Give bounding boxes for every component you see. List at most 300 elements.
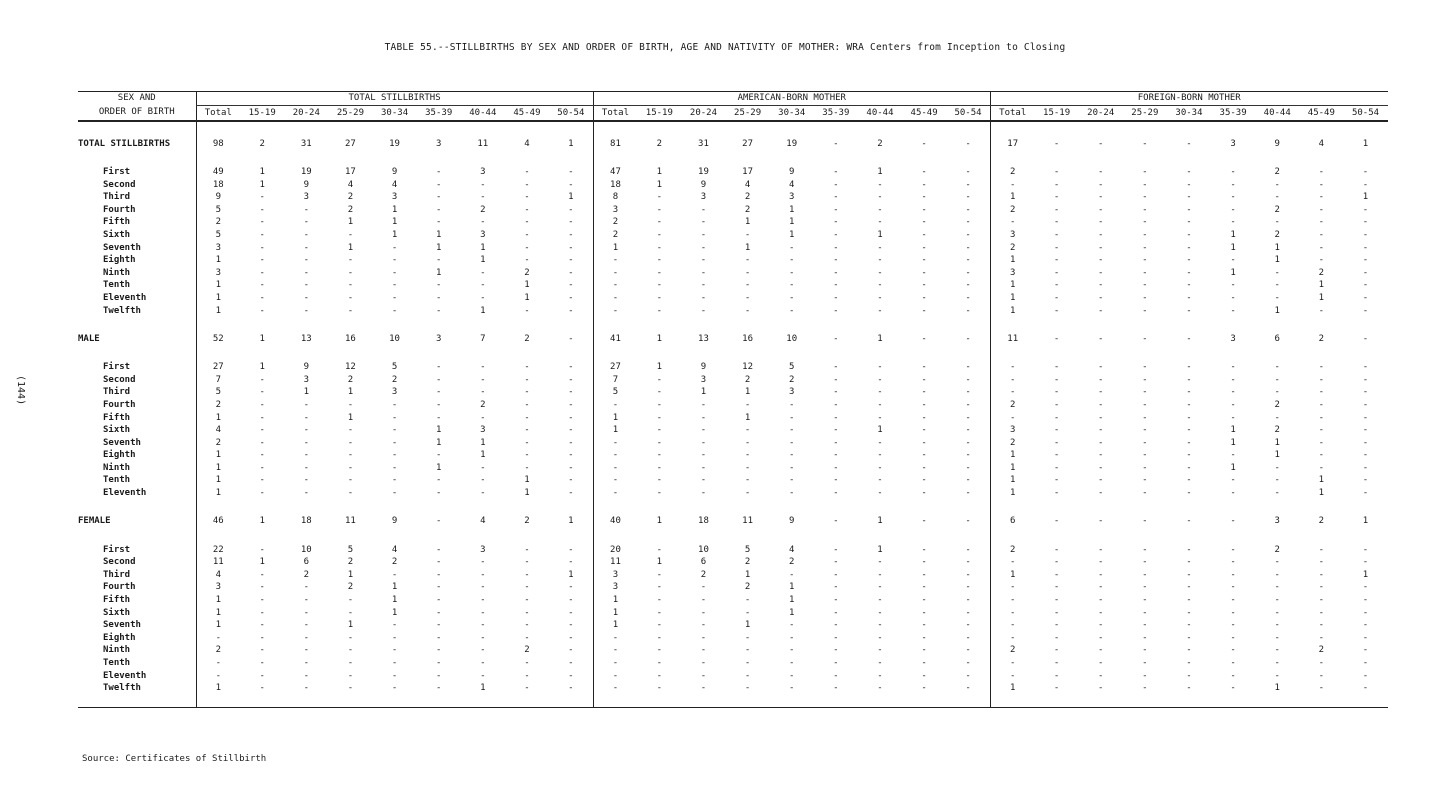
data-cell: -: [656, 229, 663, 240]
data-cell: -: [347, 658, 354, 668]
data-cell: -: [524, 569, 530, 580]
data-cell: 1: [656, 362, 663, 373]
data-cell: -: [656, 632, 663, 643]
data-cell: -: [1274, 569, 1280, 580]
spacer-cell: [593, 154, 637, 166]
data-cell: -: [1274, 267, 1280, 278]
spacer-cell: [593, 317, 637, 329]
spacer-cell: [549, 500, 593, 512]
data-cell: -: [744, 280, 751, 291]
birth-order-label: Third: [103, 569, 131, 580]
data-cell: -: [1142, 399, 1148, 410]
data-cell: -: [480, 217, 486, 228]
data-cell: 1: [789, 217, 795, 228]
data-cell: -: [965, 412, 971, 423]
data-cell: -: [1274, 670, 1280, 681]
spacer-cell: [461, 121, 505, 134]
data-cell: -: [259, 488, 265, 499]
section-total-cell: 27: [345, 138, 356, 149]
spacer-cell: [637, 500, 681, 512]
data-cell: 4: [347, 179, 354, 190]
data-cell: -: [990, 619, 1034, 632]
data-cell: -: [1186, 582, 1192, 593]
data-cell: -: [435, 179, 442, 190]
data-cell: -: [1362, 204, 1369, 215]
data-cell: 1: [990, 682, 1034, 695]
data-cell: -: [435, 557, 442, 568]
data-cell: -: [391, 683, 398, 694]
spacer-cell: [240, 695, 284, 708]
data-cell: -: [1142, 305, 1148, 316]
data-cell: 1: [700, 387, 707, 398]
data-cell: -: [700, 255, 707, 266]
data-cell: -: [700, 399, 707, 410]
data-cell: -: [568, 167, 574, 177]
spacer-cell: [1167, 695, 1211, 708]
data-cell: 1: [593, 424, 637, 437]
data-cell: -: [1186, 305, 1192, 316]
spacer-cell: [1123, 349, 1167, 361]
data-cell: 1: [789, 582, 795, 593]
data-cell: -: [833, 387, 839, 398]
data-cell: 2: [593, 229, 637, 242]
data-cell: -: [259, 607, 265, 618]
data-cell: 5: [196, 204, 240, 217]
data-cell: -: [1186, 280, 1192, 291]
birth-order-label: Second: [103, 374, 136, 385]
spacer-cell: [902, 532, 946, 544]
table-row: [78, 449, 1388, 462]
spacer-cell: [770, 500, 814, 512]
data-cell: -: [303, 305, 310, 316]
table-row: [78, 594, 1388, 607]
spacer-cell: [858, 317, 902, 329]
data-cell: -: [524, 632, 530, 643]
data-cell: -: [921, 569, 927, 580]
spacer-cell: [505, 154, 549, 166]
data-cell: -: [1186, 475, 1192, 486]
age-column-header: 25-29: [726, 106, 770, 122]
data-cell: 3: [391, 192, 398, 203]
data-cell: 1: [789, 595, 795, 606]
data-cell: -: [1142, 242, 1148, 253]
section-total-cell: 13: [300, 333, 312, 344]
data-cell: 1: [347, 242, 354, 253]
section-total-cell: -: [921, 516, 927, 527]
section-total-cell: 11: [742, 516, 754, 527]
data-cell: -: [877, 399, 883, 410]
spacer-cell: [78, 121, 196, 134]
data-cell: 1: [656, 167, 663, 177]
data-cell: -: [435, 280, 442, 291]
spacer-cell: [681, 695, 725, 708]
data-cell: -: [1097, 229, 1104, 240]
spacer-cell: [417, 695, 461, 708]
data-cell: -: [480, 557, 486, 568]
data-cell: -: [700, 229, 707, 240]
spacer-cell: [284, 317, 328, 329]
data-cell: -: [1142, 462, 1148, 473]
spacer-cell: [1299, 532, 1343, 544]
data-cell: 1: [1318, 292, 1325, 303]
data-cell: -: [568, 412, 574, 423]
data-cell: -: [1097, 192, 1104, 203]
spacer-cell: [1343, 154, 1387, 166]
table-row: [78, 292, 1388, 305]
data-cell: -: [1186, 255, 1192, 266]
data-cell: -: [1362, 412, 1369, 423]
data-cell: 2: [1274, 167, 1280, 177]
data-cell: -: [435, 450, 442, 461]
spacer-cell: [681, 500, 725, 512]
data-cell: -: [480, 462, 486, 473]
spacer-cell: [770, 349, 814, 361]
data-cell: -: [347, 683, 354, 694]
data-cell: -: [1186, 658, 1192, 668]
spacer-cell: [196, 500, 240, 512]
spacer-cell: [1167, 349, 1211, 361]
data-cell: -: [921, 425, 927, 436]
data-cell: 12: [345, 362, 356, 373]
data-cell: -: [1318, 670, 1325, 681]
spacer-cell: [284, 695, 328, 708]
data-cell: -: [990, 412, 1034, 425]
spacer-cell: [1079, 154, 1123, 166]
data-cell: 2: [1274, 425, 1280, 436]
data-cell: -: [1230, 557, 1236, 568]
data-cell: 2: [196, 644, 240, 657]
spacer-cell: [78, 532, 196, 544]
data-cell: -: [1274, 582, 1280, 593]
data-cell: -: [435, 305, 442, 316]
data-cell: -: [1230, 280, 1236, 291]
data-cell: -: [1186, 179, 1192, 190]
data-cell: 1: [877, 229, 883, 240]
age-column-header: 35-39: [1211, 106, 1255, 122]
section-total-cell: 2: [524, 516, 530, 527]
data-cell: -: [700, 632, 707, 643]
data-cell: 5: [347, 544, 354, 555]
spacer-cell: [770, 695, 814, 708]
data-cell: -: [568, 488, 574, 499]
section-total-cell: -: [1053, 516, 1060, 527]
data-cell: -: [656, 595, 663, 606]
data-cell: 2: [990, 166, 1034, 179]
data-cell: -: [1053, 683, 1060, 694]
data-cell: -: [1097, 217, 1104, 228]
data-cell: -: [568, 305, 574, 316]
birth-order-label: Seventh: [103, 437, 141, 448]
data-cell: -: [303, 412, 310, 423]
spacer-cell: [593, 121, 637, 134]
data-cell: -: [965, 607, 971, 618]
data-cell: -: [347, 595, 354, 606]
data-cell: -: [524, 607, 530, 618]
data-cell: -: [1097, 280, 1104, 291]
spacer-cell: [1167, 317, 1211, 329]
data-cell: -: [435, 292, 442, 303]
data-cell: -: [1142, 632, 1148, 643]
data-cell: -: [921, 292, 927, 303]
section-total-cell: 19: [389, 138, 400, 149]
data-cell: 1: [789, 204, 795, 215]
stub-header-line1: SEX AND: [78, 92, 196, 106]
section-total-cell: 18: [300, 516, 312, 527]
data-cell: -: [789, 437, 795, 448]
data-cell: -: [480, 374, 486, 385]
data-cell: 1: [744, 387, 751, 398]
data-cell: -: [524, 425, 530, 436]
data-cell: -: [656, 620, 663, 631]
birth-order-label: Tenth: [103, 658, 131, 668]
spacer-cell: [1255, 154, 1299, 166]
data-cell: -: [744, 683, 751, 694]
data-cell: 1: [1362, 569, 1369, 580]
spacer-cell: [946, 154, 990, 166]
data-cell: -: [965, 683, 971, 694]
data-cell: -: [744, 595, 751, 606]
birth-order-label: Ninth: [103, 267, 131, 278]
age-column-header: 15-19: [240, 106, 284, 122]
section-total-row: [78, 329, 1388, 349]
data-cell: -: [1318, 544, 1325, 555]
data-cell: 2: [303, 569, 310, 580]
spacer-cell: [858, 154, 902, 166]
data-cell: -: [700, 475, 707, 486]
age-column-header: 30-34: [770, 106, 814, 122]
data-cell: -: [435, 362, 442, 373]
data-cell: -: [1230, 167, 1236, 177]
data-cell: 3: [700, 374, 707, 385]
data-cell: -: [259, 437, 265, 448]
table-row: [78, 657, 1388, 670]
age-column-header: 20-24: [681, 106, 725, 122]
data-cell: -: [877, 450, 883, 461]
spacer-cell: [78, 154, 196, 166]
data-cell: 4: [789, 179, 795, 190]
age-column-header: 20-24: [1079, 106, 1123, 122]
data-cell: -: [877, 670, 883, 681]
data-cell: -: [347, 280, 354, 291]
data-cell: -: [965, 217, 971, 228]
spacer-cell: [1079, 349, 1123, 361]
data-cell: 1: [1274, 450, 1280, 461]
birth-order-label: Fifth: [103, 595, 131, 606]
data-cell: -: [1318, 229, 1325, 240]
data-cell: -: [990, 607, 1034, 620]
data-cell: -: [1230, 255, 1236, 266]
data-cell: -: [700, 645, 707, 656]
table-row: [78, 305, 1388, 318]
data-cell: -: [921, 267, 927, 278]
data-cell: -: [1230, 362, 1236, 373]
data-cell: -: [1318, 557, 1325, 568]
data-cell: -: [877, 217, 883, 228]
section-total-cell: -: [1142, 516, 1148, 527]
spacer-cell: [814, 500, 858, 512]
data-cell: -: [1274, 462, 1280, 473]
section-total-cell: 2: [259, 138, 265, 149]
section-total-cell: 1: [656, 333, 663, 344]
data-cell: 1: [347, 569, 354, 580]
bottom-rule: [78, 707, 1388, 709]
data-cell: 1: [877, 167, 883, 177]
data-cell: -: [789, 425, 795, 436]
data-cell: -: [1362, 582, 1369, 593]
data-cell: -: [1230, 412, 1236, 423]
data-cell: -: [524, 683, 530, 694]
data-cell: -: [524, 305, 530, 316]
data-cell: -: [744, 305, 751, 316]
data-cell: -: [1318, 620, 1325, 631]
group-header-american: AMERICAN-BORN MOTHER: [593, 92, 990, 106]
data-cell: -: [877, 595, 883, 606]
data-cell: 1: [391, 204, 398, 215]
data-cell: 2: [1274, 544, 1280, 555]
table-row: [78, 619, 1388, 632]
data-cell: -: [921, 683, 927, 694]
section-total-cell: -: [1053, 333, 1060, 344]
data-cell: -: [965, 399, 971, 410]
data-cell: 3: [480, 229, 486, 240]
data-cell: -: [524, 204, 530, 215]
table-row: [78, 374, 1388, 387]
data-cell: -: [1274, 374, 1280, 385]
data-cell: -: [1053, 192, 1060, 203]
data-cell: -: [303, 462, 310, 473]
data-cell: -: [435, 582, 442, 593]
data-cell: -: [196, 657, 240, 670]
table-row: [78, 581, 1388, 594]
data-cell: 3: [990, 267, 1034, 280]
data-cell: -: [480, 670, 486, 681]
data-cell: -: [1230, 544, 1236, 555]
data-cell: -: [1362, 645, 1369, 656]
section-total-cell: -: [1186, 516, 1192, 527]
data-cell: -: [259, 412, 265, 423]
data-cell: -: [700, 607, 707, 618]
data-cell: -: [593, 487, 637, 500]
data-cell: -: [1097, 374, 1104, 385]
data-cell: -: [1274, 179, 1280, 190]
data-cell: 1: [744, 620, 751, 631]
data-cell: 1: [1318, 475, 1325, 486]
spacer-cell: [726, 349, 770, 361]
data-cell: -: [833, 267, 839, 278]
data-cell: -: [1186, 399, 1192, 410]
table-row: [78, 544, 1388, 557]
data-cell: -: [1274, 292, 1280, 303]
spacer-cell: [946, 695, 990, 708]
data-cell: -: [1362, 544, 1369, 555]
data-cell: -: [1142, 557, 1148, 568]
data-cell: -: [656, 192, 663, 203]
data-cell: -: [259, 255, 265, 266]
spacer-cell: [1343, 121, 1387, 134]
data-cell: -: [1186, 374, 1192, 385]
data-cell: -: [593, 657, 637, 670]
spacer-cell: [990, 154, 1034, 166]
data-cell: -: [921, 437, 927, 448]
data-cell: -: [1186, 450, 1192, 461]
data-cell: -: [1230, 645, 1236, 656]
data-cell: 2: [347, 192, 354, 203]
data-cell: -: [744, 292, 751, 303]
section-total-cell: 98: [196, 134, 240, 154]
spacer-row: [78, 500, 1388, 512]
data-cell: -: [1186, 387, 1192, 398]
data-cell: -: [303, 670, 310, 681]
data-cell: -: [1318, 595, 1325, 606]
data-cell: -: [259, 582, 265, 593]
data-cell: 7: [593, 374, 637, 387]
spacer-cell: [373, 349, 417, 361]
birth-order-label: Fourth: [103, 204, 136, 215]
data-cell: -: [480, 595, 486, 606]
data-cell: -: [303, 683, 310, 694]
data-cell: -: [1097, 475, 1104, 486]
data-cell: -: [1186, 632, 1192, 643]
data-cell: -: [1142, 488, 1148, 499]
data-cell: -: [656, 374, 663, 385]
data-cell: 1: [789, 607, 795, 618]
data-cell: -: [1230, 475, 1236, 486]
data-cell: -: [1230, 488, 1236, 499]
spacer-cell: [637, 154, 681, 166]
data-cell: -: [744, 267, 751, 278]
spacer-cell: [1299, 500, 1343, 512]
data-cell: -: [1186, 557, 1192, 568]
data-cell: -: [303, 437, 310, 448]
spacer-cell: [1211, 500, 1255, 512]
birth-order-label: Second: [103, 557, 136, 568]
data-cell: -: [1142, 582, 1148, 593]
data-cell: -: [391, 399, 398, 410]
spacer-cell: [726, 695, 770, 708]
spacer-cell: [681, 532, 725, 544]
data-cell: -: [877, 582, 883, 593]
data-cell: 1: [435, 229, 442, 240]
section-total-cell: 31: [300, 138, 312, 149]
data-cell: -: [965, 292, 971, 303]
spacer-cell: [196, 317, 240, 329]
data-cell: -: [1362, 450, 1369, 461]
spacer-cell: [902, 500, 946, 512]
spacer-cell: [373, 121, 417, 134]
section-title: TOTAL STILLBIRTHS: [78, 138, 171, 149]
data-cell: -: [435, 412, 442, 423]
data-cell: 1: [435, 462, 442, 473]
spacer-cell: [681, 154, 725, 166]
data-cell: -: [480, 607, 486, 618]
data-cell: -: [1097, 569, 1104, 580]
birth-order-label: Twelfth: [103, 305, 141, 316]
spacer-cell: [1035, 154, 1079, 166]
data-cell: -: [744, 670, 751, 681]
data-cell: -: [990, 657, 1034, 670]
data-cell: -: [303, 450, 310, 461]
data-cell: -: [1274, 192, 1280, 203]
spacer-cell: [902, 349, 946, 361]
age-column-header: 45-49: [1299, 106, 1343, 122]
data-cell: -: [303, 658, 310, 668]
data-cell: -: [1053, 632, 1060, 643]
data-cell: 1: [347, 217, 354, 228]
data-cell: -: [1142, 569, 1148, 580]
data-cell: -: [259, 683, 265, 694]
spacer-cell: [373, 154, 417, 166]
spacer-cell: [681, 349, 725, 361]
